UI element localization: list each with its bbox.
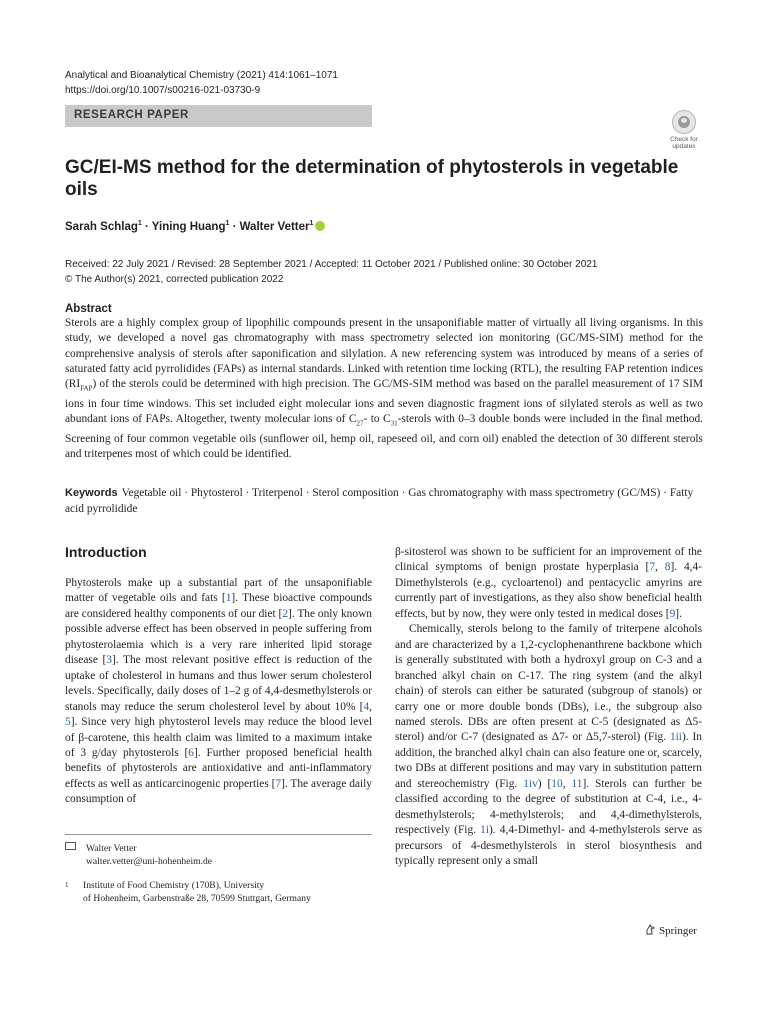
citation-link[interactable]: 1 <box>225 592 232 605</box>
corresponding-author-footnote <box>65 842 212 868</box>
intro-paragraph: Chemically, sterols belong to the family of triterpene alcohols and are characterized by a 1,2-cyclophenanthrene backbone which is generally substituted with both a hydroxyl group on C-3 and a branched alkyl chain on C-17. The ring system (and the alkyl chain) of sterols can either be saturated (subgroup of stanols) or carry one or more double bonds (DBs), i.e., the subgroup also named sterols. DBs are often present at C-5 (designated as Δ5-sterol) and/or C-7 (designated as Δ7- or Δ5,7-sterol) (Fig. 1ii). In addition, the branched alkyl chain can also feature one or, scarcely, two DBs at different positions and may vary in substitution pattern and stereochemistry (Fig. 1iv) [10, 11]. Sterols can further be classified according to the degree of substitution at C-4, i.e., 4-desmethylsterols; 4-methylsterols; and 4,4-dimethylsterols, respectively (Fig. 1i). 4,4-Dimethyl- and 4-methylsterols serve as precursors of 4-desmethylsterols in sterol biosynthesis and typically represent only a small <box>395 623 703 868</box>
citation-link[interactable]: 4 <box>363 700 370 713</box>
check-for-updates-label-1: Check for <box>670 136 698 143</box>
figure-link[interactable]: 1ii <box>669 731 682 744</box>
citation-link[interactable]: 10 <box>551 777 563 790</box>
journal-citation: Analytical and Bioanalytical Chemistry (2021) 414:1061–1071 <box>65 70 338 81</box>
keywords-section <box>65 486 703 517</box>
citation-link[interactable]: 5 <box>65 716 71 729</box>
citation-link[interactable]: 11 <box>571 777 583 790</box>
orcid-icon[interactable] <box>315 221 325 231</box>
affiliation-line: of Hohenheim, Garbenstraße 28, 70599 Stuttgart, Germany <box>83 893 311 904</box>
abstract-heading: Abstract <box>65 303 112 315</box>
article-title: GC/EI-MS method for the determination of phytosterols in vegetable oils <box>65 157 679 200</box>
figure-link[interactable]: 1i <box>480 824 490 837</box>
citation-link[interactable]: 7 <box>275 777 282 790</box>
body-column-right <box>395 545 702 870</box>
citation-link[interactable]: 2 <box>282 607 289 620</box>
journal-meta <box>65 69 338 98</box>
keywords-text: Vegetable oil · Phytosterol · Triterpenol · Sterol composition · Gas chromatography with mass spectrometry (GC/MS) · Fatty acid pyrrolidide <box>65 487 694 515</box>
citation-link[interactable]: 9 <box>669 607 676 620</box>
citation-link[interactable]: 7 <box>649 561 656 574</box>
affiliation-line: Institute of Food Chemistry (170B), University <box>83 880 265 891</box>
citation-link[interactable]: 3 <box>106 654 112 667</box>
author-list: Sarah Schlag$^1$ · Yining Huang$^1$ · Walter Vetter$^1$ <box>65 220 325 233</box>
author-name[interactable]: Sarah Schlag <box>65 220 138 233</box>
history-dates: Received: 22 July 2021 / Revised: 28 September 2021 / Accepted: 11 October 2021 / Published online: 30 October 2021 <box>65 259 598 270</box>
keywords-heading: Keywords <box>65 487 118 499</box>
springer-horse-icon <box>644 924 656 936</box>
check-for-updates-label-2: updates <box>672 143 696 150</box>
publication-dates <box>65 258 597 287</box>
check-for-updates-icon <box>672 110 696 134</box>
abstract-section <box>65 303 703 463</box>
affiliation-footnote <box>65 879 311 905</box>
publisher-name: Springer <box>659 925 697 937</box>
copyright-line: © The Author(s) 2021, corrected publication 2022 <box>65 273 284 285</box>
corresponding-author-email[interactable]: walter.vetter@uni-hohenheim.de <box>86 856 213 867</box>
introduction-heading: Introduction <box>65 544 147 560</box>
citation-link[interactable]: 8 <box>664 561 671 574</box>
figure-link[interactable]: 1iv <box>523 777 538 790</box>
check-for-updates-badge[interactable] <box>664 110 704 148</box>
doi-link[interactable]: https://doi.org/10.1007/s00216-021-03730-9 <box>65 84 261 96</box>
author-name[interactable]: Walter Vetter <box>239 220 310 233</box>
envelope-icon <box>65 842 76 850</box>
affiliation-number: 1 <box>65 881 69 889</box>
body-column-left <box>65 576 372 808</box>
abstract-text: Sterols are a highly complex group of lipophilic compounds present in the unsaponifiable matter of virtually all living organisms. In this study, we developed a novel gas chromatography with mass spectrometry selected ion monitoring (GC/MS-SIM) method for the comprehensive analysis of sterols after saponification and silylation. A new referencing system was introduced by means of a series of saturated fatty acid pyrrolidides (FAPs) as internal standards. Linked with retention time locking (RTL), the resulting FAP retention indices $(RI_{FAP})$ of the sterols could be determined with high precision. The GC/MS-SIM method was based on the parallel measurement of 17 SIM ions in four time windows. This set included eight molecular ions and seven diagnostic fragment ions of silylated sterols as well as two abundant ions of FAPs. Altogether, twenty molecular ions of $C_{27}-$ to $C_{31}$-sterols with 0–3 double bonds were included in the final method. Screening of four common vegetable oils (sunflower oil, hemp oil, rapeseed oil, and corn oil) enabled the detection of 30 different sterols and triterpenes most of which could be identified. <box>65 317 704 461</box>
article-type-banner <box>65 105 372 127</box>
publisher-logo <box>644 924 697 937</box>
footnote-divider <box>65 834 372 835</box>
intro-paragraph: β-sitosterol was shown to be sufficient for an improvement of the clinical symptoms of benign prostate hyperplasia [7, 8]. 4,4-Dimethylsterols (e.g., cycloartenol) and pentacyclic amyrins are currently part of investigations, as they also show beneficial health effects, but by now, they were only tested in medical doses [9]. <box>395 546 702 620</box>
author-name[interactable]: Yining Huang <box>151 220 226 233</box>
article-type-label: RESEARCH PAPER <box>74 109 189 121</box>
intro-paragraph: Phytosterols make up a substantial part of the unsaponifiable matter of vegetable oils and fats [1]. These bioactive compounds are considered healthy components of our diet [2]. The only known possible adverse effect has been observed in people suffering from phytosterolaemia which is a very rare inherited lipid storage disease [3]. The most relevant positive effect is reduction of the uptake of cholesterol in humans and thus lower serum cholesterol levels. Specifically, daily doses of 1–2 g of 4,4-desmethylsterols or stanols may reduce the serum cholesterol level by about 10% [4, 5]. Since very high phytosterol levels may reduce the blood level of β-carotene, this health claim was limited to a maximum intake of 3 g/day phytosterols [6]. Further proposed beneficial health benefits of phytosterols are antioxidative and anti-inflammatory effects as well as anticarcinogenic properties [7]. The average daily consumption of <box>65 577 372 806</box>
corresponding-author-name: Walter Vetter <box>86 843 137 854</box>
citation-link[interactable]: 6 <box>188 746 194 759</box>
